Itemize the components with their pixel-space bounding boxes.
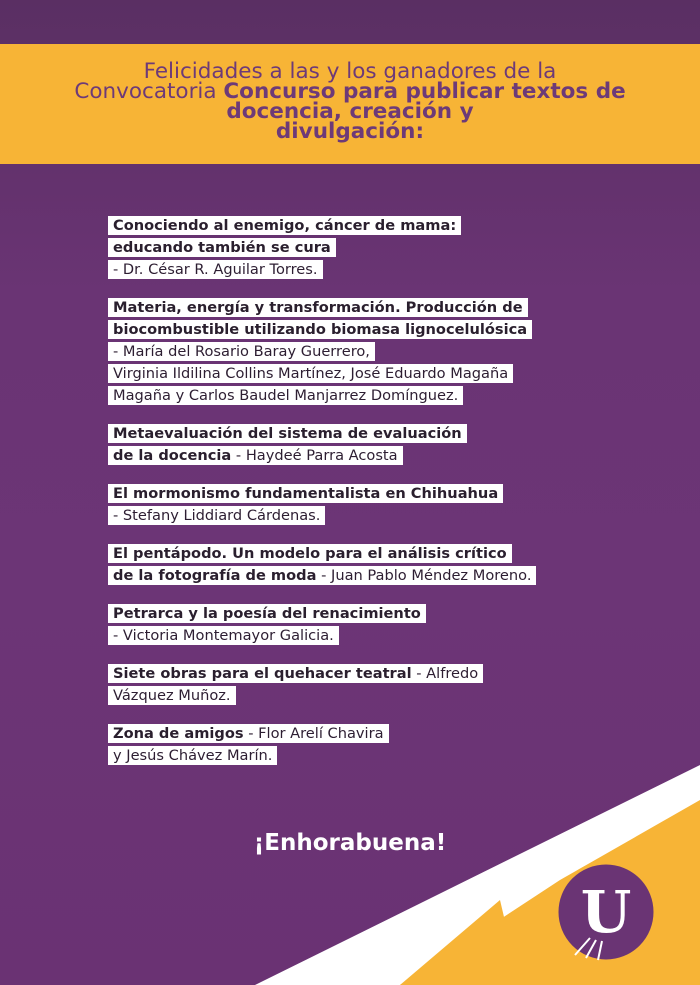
banner-line-2-prefix: Convocatoria <box>74 79 224 104</box>
entry-title: El pentápodo. Un modelo para el análisis crítico <box>113 545 507 562</box>
entry-author: - Dr. César R. Aguilar Torres. <box>113 261 318 278</box>
banner-line-1: Felicidades a las y los ganadores de la <box>143 59 557 84</box>
entry-author: - Flor Arelí Chavira <box>243 725 384 742</box>
entry-author: - Juan Pablo Méndez Moreno. <box>316 567 532 584</box>
entry-author: - Haydeé Parra Acosta <box>231 447 398 464</box>
entry-title: biocombustible utilizando biomasa lignocelulósica <box>113 321 528 338</box>
entry-author: - Victoria Montemayor Galicia. <box>113 627 334 644</box>
entry-author: y Jesús Chávez Marín. <box>113 747 273 764</box>
entry-title: educando también se cura <box>113 239 331 256</box>
entry-author: - Alfredo <box>411 665 479 682</box>
logo-letter: U <box>580 878 632 946</box>
entry-title: El mormonismo fundamentalista en Chihuahua <box>113 485 499 502</box>
entry-author: Vázquez Muñoz. <box>113 687 231 704</box>
entry-title: Metaevaluación del sistema de evaluación <box>113 425 462 442</box>
entry-author: - María del Rosario Baray Guerrero, <box>113 343 370 360</box>
entry-title: Zona de amigos <box>113 725 244 742</box>
banner-line-3: docencia, creación y <box>226 99 474 124</box>
entry-author: - Stefany Liddiard Cárdenas. <box>113 507 321 524</box>
entry-author: Magaña y Carlos Baudel Manjarrez Domínguez. <box>113 387 459 404</box>
entry-author: Virginia Ildilina Collins Martínez, José Eduardo Magaña <box>113 365 509 382</box>
banner-line-2-bold: Concurso para publicar textos de <box>223 79 626 104</box>
entry-title: Materia, energía y transformación. Producción de <box>113 299 523 316</box>
closing-message: ¡Enhorabuena! <box>253 830 447 856</box>
entry-title: Conociendo al enemigo, cáncer de mama: <box>113 217 457 234</box>
entry-title: Petrarca y la poesía del renacimiento <box>113 605 421 622</box>
entry-title: Siete obras para el quehacer teatral <box>113 665 412 682</box>
uach-logo-icon <box>557 863 655 961</box>
entry-title: de la fotografía de moda <box>113 567 317 584</box>
banner-line-4: divulgación: <box>275 119 425 144</box>
entry-title: de la docencia <box>113 447 232 464</box>
